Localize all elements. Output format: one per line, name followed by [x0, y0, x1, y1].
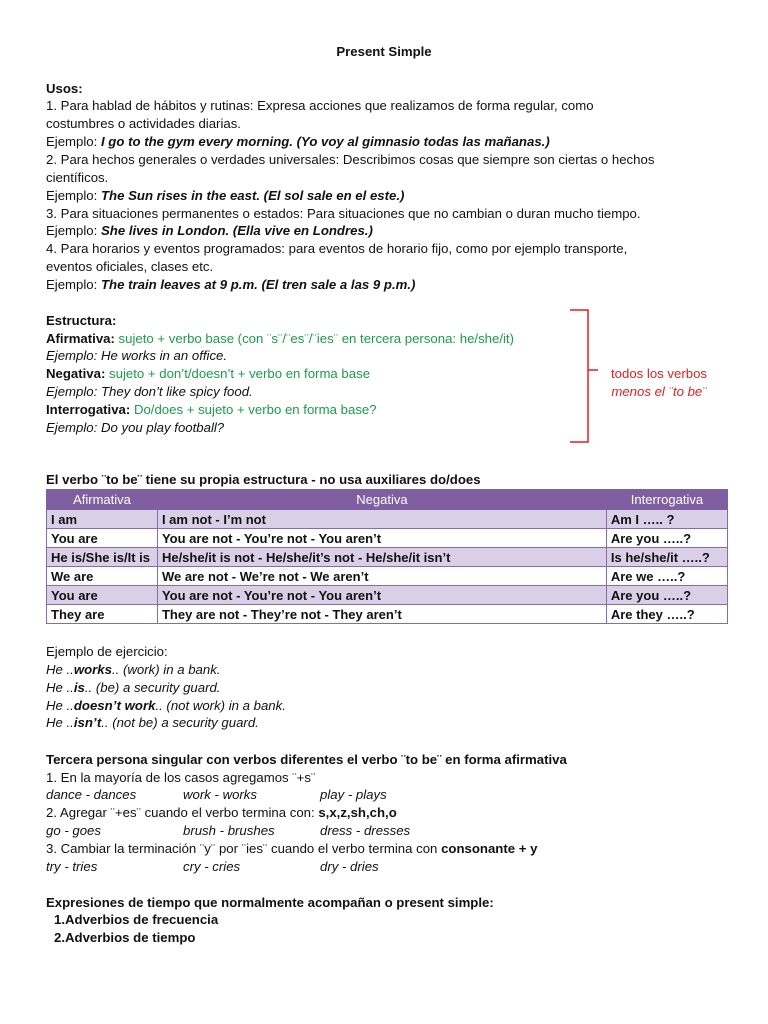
uso-1-line-2: costumbres o actividades diarias. — [46, 116, 241, 131]
uso-2-line-2: científicos. — [46, 170, 109, 185]
exercise-rest: .. (be) a security guard. — [84, 680, 221, 695]
exercise-line-1 — [46, 661, 220, 679]
uso-2-line-1: 2. Para hechos generales o verdades universales: Describimos cosas que siempre son ciertas o hechos — [46, 152, 655, 167]
tobe-heading: El verbo ¨to be¨ tiene su propia estructura - no usa auxiliares do/does — [46, 472, 481, 487]
negativa-formula: sujeto + don’t/doesn’t + verbo en forma base — [105, 366, 371, 381]
table-cell: Are they …..? — [606, 605, 727, 624]
example-pair: dance - dances — [46, 787, 137, 802]
negativa-rule — [46, 365, 370, 383]
table-cell: They are — [47, 605, 158, 624]
table-row — [47, 510, 728, 529]
negativa-example: Ejemplo: They don’t like spicy food. — [46, 384, 253, 399]
interrogativa-example: Ejemplo: Do you play football? — [46, 420, 225, 435]
example-label: Ejemplo: — [46, 188, 101, 203]
afirmativa-rule — [46, 330, 514, 348]
exercise-rest: .. (work) in a bank. — [111, 662, 221, 677]
side-note-line-2: menos el ¨to be¨ — [611, 384, 707, 399]
table-row — [47, 567, 728, 586]
exercise-answer: works — [73, 662, 112, 677]
table-row — [47, 548, 728, 567]
ejercicio-heading: Ejemplo de ejercicio: — [46, 644, 168, 659]
uso-1-line-1: 1. Para hablad de hábitos y rutinas: Expresa acciones que realizamos de forma regular, como — [46, 98, 594, 113]
rule-3 — [46, 840, 537, 858]
exercise-rest: .. (not be) a security guard. — [101, 715, 259, 730]
table-cell: Am I ….. ? — [606, 510, 727, 529]
exercise-line-4 — [46, 714, 259, 732]
example-pair: cry - cries — [183, 859, 241, 874]
table-cell: We are not - We’re not - We aren’t — [157, 567, 606, 586]
table-cell: Are you …..? — [606, 529, 727, 548]
tercera-heading: Tercera persona singular con verbos diferentes el verbo ¨to be¨ en forma afirmativa — [46, 752, 567, 767]
table-cell: He/she/it is not - He/she/it’s not - He/she/it isn’t — [157, 548, 606, 567]
header-interrogativa: Interrogativa — [606, 490, 727, 510]
to-be-table — [46, 489, 728, 624]
afirmativa-example: Ejemplo: He works in an office. — [46, 348, 228, 363]
uso-2-example — [46, 187, 404, 205]
exercise-subject: He .. — [46, 662, 74, 677]
table-cell: They are not - They’re not - They aren’t — [157, 605, 606, 624]
exercise-answer: is — [73, 680, 85, 695]
example-text: The Sun rises in the east. (El sol sale en el este.) — [100, 188, 405, 203]
side-note-line-1: todos los verbos — [610, 366, 708, 381]
negativa-label: Negativa: — [46, 366, 106, 381]
example-label: Ejemplo: — [46, 134, 101, 149]
exercise-subject: He .. — [46, 698, 74, 713]
interrogativa-label: Interrogativa: — [46, 402, 131, 417]
uso-3-example — [46, 222, 373, 240]
afirmativa-formula: sujeto + verbo base (con ¨s¨/¨es¨/¨ies¨ en tercera persona: he/she/it) — [114, 331, 514, 346]
uso-4-line-2: eventos oficiales, clases etc. — [46, 259, 214, 274]
expresiones-item-2: 2.Adverbios de tiempo — [54, 930, 196, 945]
exercise-rest: .. (not work) in a bank. — [155, 698, 286, 713]
exercise-answer: doesn’t work — [73, 698, 156, 713]
expresiones-heading: Expresiones de tiempo que normalmente acompañan o present simple: — [46, 895, 494, 910]
example-pair: try - tries — [46, 859, 98, 874]
example-label: Ejemplo: — [46, 277, 101, 292]
table-cell: I am not - I’m not — [157, 510, 606, 529]
header-afirmativa: Afirmativa — [47, 490, 158, 510]
table-row — [47, 586, 728, 605]
exercise-line-3 — [46, 697, 286, 715]
table-row — [47, 529, 728, 548]
table-cell: Is he/she/it …..? — [606, 548, 727, 567]
interrogativa-formula: Do/does + sujeto + verbo en forma base? — [130, 402, 377, 417]
exercise-answer: isn’t — [73, 715, 102, 730]
exercise-subject: He .. — [46, 715, 74, 730]
example-text: I go to the gym every morning. (Yo voy al gimnasio todas las mañanas.) — [100, 134, 550, 149]
table-header-row — [47, 490, 728, 510]
exercise-line-2 — [46, 679, 220, 697]
uso-3-line: 3. Para situaciones permanentes o estados: Para situaciones que no cambian o duran mucho tiempo. — [46, 206, 641, 221]
table-cell: Are you …..? — [606, 586, 727, 605]
table-cell: You are not - You’re not - You aren’t — [157, 529, 606, 548]
uso-4-example — [46, 276, 415, 294]
example-pair: play - plays — [320, 787, 387, 802]
estructura-heading: Estructura: — [46, 313, 117, 328]
table-cell: Are we …..? — [606, 567, 727, 586]
exercise-subject: He .. — [46, 680, 74, 695]
example-pair: brush - brushes — [183, 823, 275, 838]
table-cell: You are — [47, 529, 158, 548]
rule-2-text: 2. Agregar ¨+es¨ cuando el verbo termina con: — [46, 805, 319, 820]
rule-2-endings: s,x,z,sh,ch,o — [318, 805, 397, 820]
usos-heading: Usos: — [46, 81, 83, 96]
header-negativa: Negativa — [157, 490, 606, 510]
example-label: Ejemplo: — [46, 223, 101, 238]
table-cell: You are — [47, 586, 158, 605]
expresiones-item-1: 1.Adverbios de frecuencia — [54, 912, 219, 927]
afirmativa-label: Afirmativa: — [46, 331, 115, 346]
table-cell: We are — [47, 567, 158, 586]
uso-4-line-1: 4. Para horarios y eventos programados: para eventos de horario fijo, como por ejemplo transporte, — [46, 241, 628, 256]
example-pair: work - works — [183, 787, 257, 802]
table-row — [47, 605, 728, 624]
rule-3-text: 3. Cambiar la terminación ¨y¨ por ¨ies¨ cuando el verbo termina con — [46, 841, 442, 856]
rule-1: 1. En la mayoría de los casos agregamos ¨+s¨ — [46, 770, 316, 785]
table-cell: You are not - You’re not - You aren’t — [157, 586, 606, 605]
example-pair: dry - dries — [320, 859, 379, 874]
uso-1-example — [46, 133, 550, 151]
example-text: The train leaves at 9 p.m. (El tren sale a las 9 p.m.) — [100, 277, 416, 292]
rule-3-condition: consonante + y — [441, 841, 538, 856]
example-pair: go - goes — [46, 823, 101, 838]
page-title: Present Simple — [336, 44, 432, 59]
rule-2 — [46, 804, 397, 822]
example-pair: dress - dresses — [320, 823, 411, 838]
table-cell: I am — [47, 510, 158, 529]
table-cell: He is/She is/It is — [47, 548, 158, 567]
example-text: She lives in London. (Ella vive en Londres.) — [100, 223, 373, 238]
interrogativa-rule — [46, 401, 377, 419]
